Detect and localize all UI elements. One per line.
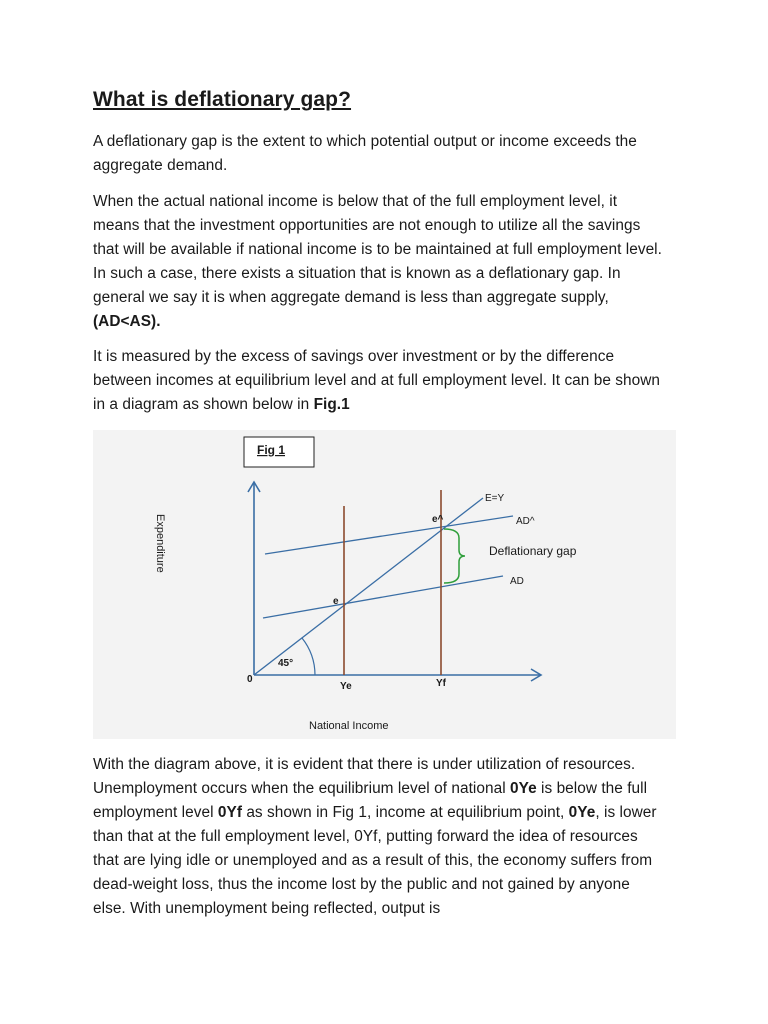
paragraph-analysis-text-3: as shown in Fig 1, income at equilibrium point, bbox=[242, 804, 569, 821]
figure-diagram bbox=[93, 430, 676, 739]
ye-reference-1: 0Ye bbox=[510, 780, 537, 797]
yf-label: Yf bbox=[436, 678, 446, 689]
y-axis-label: Expenditure bbox=[154, 514, 166, 573]
paragraph-explanation-text: When the actual national income is below that of the full employment level, it means that the investment opportunities are not enough to utilize all the savings that will be available if national income is to be maintained at full employment level. In such a case, there exists a situation that is known as a deflationary gap. In general we say it is when aggregate demand is less than aggregate supply, bbox=[93, 193, 662, 306]
fig-label: Fig 1 bbox=[257, 443, 286, 457]
paragraph-measurement bbox=[93, 345, 663, 417]
deflationary-gap-figure bbox=[93, 430, 676, 739]
paragraph-definition: A deflationary gap is the extent to which potential output or income exceeds the aggregate demand. bbox=[93, 133, 637, 174]
ad-label: AD bbox=[510, 576, 524, 587]
gap-label: Deflationary gap bbox=[489, 544, 577, 558]
ad-hat-line bbox=[265, 516, 513, 554]
ad-hat-label: AD^ bbox=[516, 516, 535, 527]
paragraph-analysis-text-1: With the diagram above, it is evident that there is under utilization of resources. Unemployment occurs when the equilibrium level of national bbox=[93, 756, 636, 797]
origin-label: 0 bbox=[247, 674, 253, 685]
paragraph-analysis-text-4: , is lower than that at the full employment level, 0Yf, putting forward the idea of resources that are lying idle or unemployed and as a result of this, the economy suffers from dead-weight loss, thus the income lost by the public and not gained by anyone else. With unemployment being reflected, output is bbox=[93, 804, 657, 917]
x-axis-label: National Income bbox=[309, 720, 389, 732]
e-point-label: e bbox=[333, 596, 339, 607]
paragraph-analysis-text-2: is below the full employment level bbox=[93, 780, 648, 821]
angle-arc bbox=[302, 638, 315, 675]
e-hat-point-label: e^ bbox=[432, 514, 444, 525]
paragraph-analysis bbox=[93, 753, 663, 921]
ye-reference-2: 0Ye bbox=[568, 804, 596, 821]
e-equals-y-label: E=Y bbox=[485, 493, 505, 504]
ye-label: Ye bbox=[340, 681, 352, 692]
ad-as-inequality: (AD<AS). bbox=[93, 313, 161, 330]
angle-label: 45° bbox=[278, 658, 294, 669]
e-equals-y-line bbox=[254, 498, 483, 675]
figure-reference: Fig.1 bbox=[313, 396, 350, 413]
page-title: What is deflationary gap? bbox=[93, 88, 352, 111]
paragraph-explanation bbox=[93, 190, 663, 334]
gap-brace bbox=[444, 529, 465, 583]
yf-reference: 0Yf bbox=[217, 804, 242, 821]
paragraph-measurement-text: It is measured by the excess of savings over investment or by the difference between incomes at equilibrium level and at full employment level. It can be shown in a diagram as shown below in bbox=[93, 348, 661, 413]
ad-line bbox=[263, 576, 503, 618]
